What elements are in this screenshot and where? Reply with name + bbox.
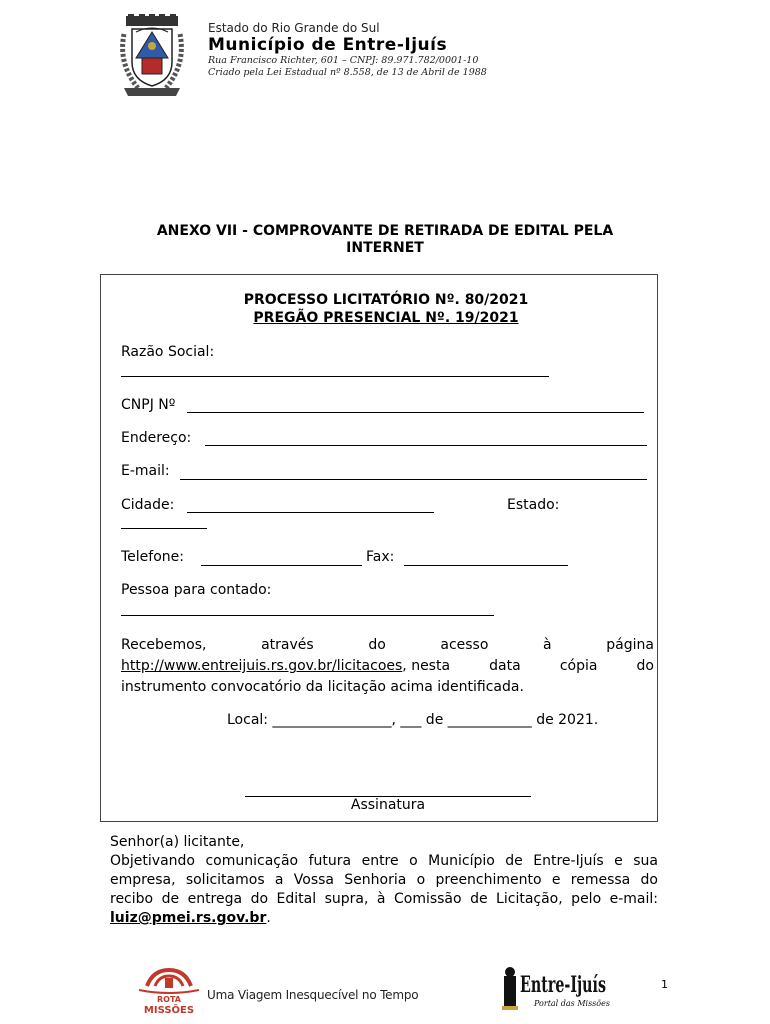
state-name: Estado do Rio Grande do Sul [208,21,380,35]
fax-label: Fax: [366,549,395,565]
email-suffix: . [266,910,271,926]
svg-text:Entre-Ijuís: Entre-Ijuís [520,972,606,998]
process-number: PROCESSO LICITATÓRIO Nº. 80/2021 [243,292,529,308]
word: página [606,637,654,653]
email-label: E-mail: [121,463,170,479]
word: Recebemos, [121,637,207,653]
endereco-field[interactable] [205,445,647,446]
telefone-field[interactable] [201,565,362,566]
receipt-paragraph [121,635,654,698]
local-date-line: Local: _________________, ___ de ____________ de 2021. [227,712,599,728]
annex-title [100,223,670,257]
razao-social-label: Razão Social: [121,344,215,360]
footer-slogan: Uma Viagem Inesquecível no Tempo [207,988,419,1002]
rota-missoes-logo [135,966,203,1016]
notice-greeting: Senhor(a) licitante, [110,834,245,850]
cnpj-field[interactable] [187,412,644,413]
svg-text:Portal das Missões: Portal das Missões [534,999,610,1008]
estado-label: Estado: [507,497,560,513]
notice-line-1: Objetivando comunicação futura entre o Município de Entre-Ijuís e sua [110,853,658,869]
municipality-name: Município de Entre-Ijuís [208,35,448,55]
contact-email-link[interactable]: luiz@pmei.rs.gov.br [110,910,267,926]
notice-email-line [110,909,658,928]
svg-text:ROTA: ROTA [157,995,181,1004]
notice-line-2: empresa, solicitamos a Vossa Senhoria o preenchimento e remessa do [110,872,658,888]
cidade-label: Cidade: [121,497,175,513]
licitacoes-link[interactable]: http://www.entreijuis.rs.gov.br/licitacoes [121,658,403,674]
word: data [489,658,521,674]
word: do [636,658,654,674]
word: do [368,637,386,653]
endereco-label: Endereço: [121,430,192,446]
annex-title-line-1: ANEXO VII - COMPROVANTE DE RETIRADA DE EDITAL PELA [156,223,614,239]
entre-ijuis-logo [500,962,610,1014]
telefone-label: Telefone: [121,549,184,565]
cnpj-label: CNPJ Nº [121,397,176,413]
page-number: 1 [661,978,668,991]
municipal-coat-of-arms [118,14,186,100]
receipt-line-2 [121,656,654,677]
creation-law: Criado pela Lei Estadual nº 8.558, de 13 de Abril de 1988 [208,67,487,78]
receipt-link-group [121,656,450,677]
contact-person-label: Pessoa para contado: [121,582,272,598]
pregao-number: PREGÃO PRESENCIAL Nº. 19/2021 [253,310,519,326]
svg-text:MISSÕES: MISSÕES [143,1005,195,1016]
word: através [261,637,314,653]
fax-field[interactable] [404,565,568,566]
email-field[interactable] [180,479,647,480]
estado-field[interactable] [121,528,207,529]
notice-line-3: recibo de entrega do Edital supra, à Comissão de Licitação, pelo e-mail: [110,891,658,907]
municipality-address: Rua Francisco Richter, 601 – CNPJ: 89.971.782/0001-10 [208,55,479,66]
cidade-field[interactable] [187,512,434,513]
razao-social-field[interactable] [121,376,549,377]
receipt-line-1 [121,635,654,656]
word: , nesta [402,658,451,674]
contact-person-field[interactable] [121,615,494,616]
word: acesso [440,637,489,653]
word: à [543,637,552,653]
signature-label: Assinatura [350,797,426,813]
licitante-notice [110,833,658,928]
word: cópia [559,658,598,674]
receipt-line-3: instrumento convocatório da licitação acima identificada. [121,679,524,695]
annex-title-line-2: INTERNET [346,240,424,256]
